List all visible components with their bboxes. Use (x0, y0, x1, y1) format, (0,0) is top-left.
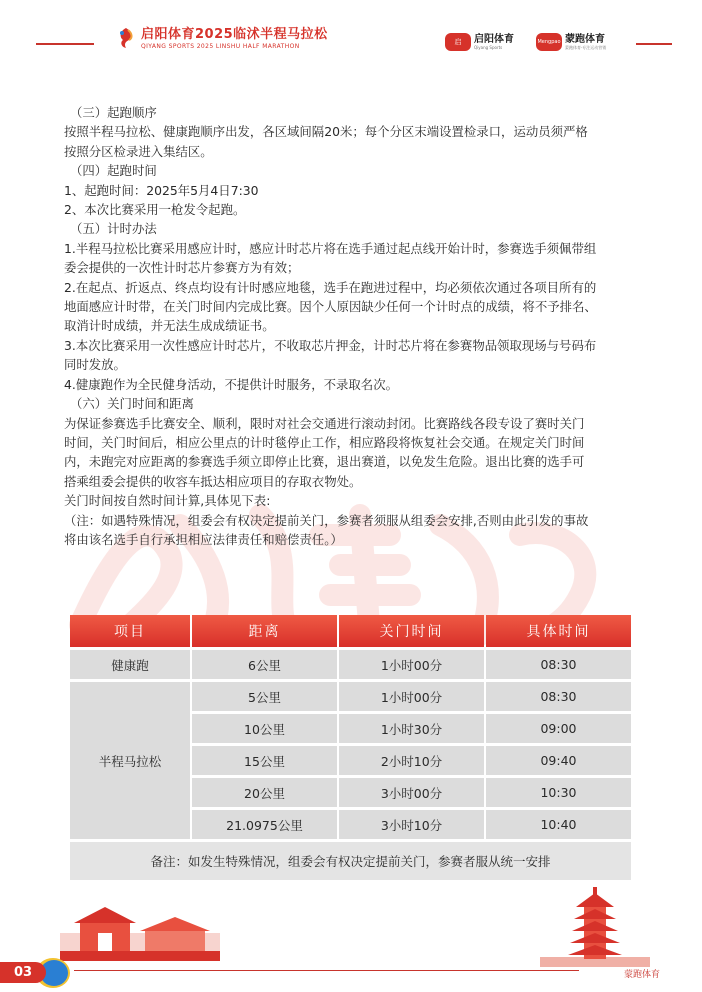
footer-divider (74, 970, 579, 971)
section-heading: （三）起跑顺序 (70, 105, 157, 120)
col-header-distance: 距离 (192, 615, 337, 647)
table-note: 备注：如发生特殊情况，组委会有权决定提前关门，参赛者服从统一安排 (70, 842, 631, 880)
event-title: 启阳体育2025临沭半程马拉松 (141, 27, 328, 42)
cutoff-cell: 1小时00分 (339, 650, 484, 679)
paragraph-line: 时间，关门时间后，相应公里点的计时毯停止工作，相应路段将恢复社会交通。在规定关门时间 (64, 434, 585, 450)
col-header-event: 项目 (70, 615, 190, 647)
cutoff-cell: 2小时10分 (339, 746, 484, 775)
paragraph-line: 4.健康跑作为全民健身活动，不提供计时服务，不录取名次。 (64, 376, 398, 392)
partner-logo-mengpao (536, 33, 606, 51)
cutoff-cell: 1小时30分 (339, 714, 484, 743)
partner-name: 蒙跑体育 (565, 33, 605, 45)
event-cell: 健康跑 (70, 650, 190, 679)
time-cell: 08:30 (486, 682, 631, 711)
time-cell: 10:40 (486, 810, 631, 839)
paragraph-line: 3.本次比赛采用一次性感应计时芯片，不收取芯片押金，计时芯片将在参赛物品领取现场与号码布 (64, 337, 597, 353)
paragraph-line: （注：如遇特殊情况，组委会有权决定提前关门，参赛者须服从组委会安排,否则由此引发的事故 (64, 512, 589, 528)
distance-cell: 15公里 (192, 746, 337, 775)
pagoda-illustration (540, 887, 650, 967)
col-header-time: 具体时间 (486, 615, 631, 647)
paragraph-line: 2.在起点、折返点、终点均设有计时感应地毯，选手在跑进过程中，均必须依次通过各项目所有的 (64, 279, 597, 295)
paragraph-line: 1.半程马拉松比赛采用感应计时，感应计时芯片将在选手通过起点线开始计时，参赛选手须佩带组 (64, 240, 597, 256)
header-divider-right (636, 43, 672, 45)
cutoff-cell: 3小时10分 (339, 810, 484, 839)
event-cell: 半程马拉松 (70, 682, 190, 839)
paragraph-line: 同时发放。 (64, 357, 126, 373)
paragraph-line: 按照分区检录进入集结区。 (64, 143, 213, 159)
paragraph-line: 委会提供的一次性计时芯片参赛方为有效； (64, 260, 300, 276)
partner-sub: Qiyang Sports (474, 44, 503, 50)
paragraph-line: 将由该名选手自行承担相应法律责任和赔偿责任。） (64, 531, 343, 547)
partner-name: 启阳体育 (474, 33, 514, 45)
cutoff-cell: 1小时00分 (339, 682, 484, 711)
section-heading: （六）关门时间和距离 (70, 396, 194, 412)
partner-logo-qiyang (445, 33, 514, 51)
time-cell: 09:00 (486, 714, 631, 743)
paragraph-line: 1、起跑时间：2025年5月4日7:30 (64, 182, 259, 198)
paragraph-line: 内，未跑完对应距离的参赛选手须立即停止比赛，退出赛道，以免发生危险。退出比赛的选手可 (64, 454, 585, 470)
paragraph-line: 关门时间按自然时间计算,具体见下表: (64, 493, 271, 509)
section-heading: （五）计时办法 (70, 221, 157, 237)
document-body (64, 103, 664, 549)
distance-cell: 21.0975公里 (192, 810, 337, 839)
distance-cell: 10公里 (192, 714, 337, 743)
time-cell: 09:40 (486, 746, 631, 775)
gate-building-illustration (60, 893, 220, 961)
paragraph-line: 为保证参赛选手比赛安全、顺利，限时对社会交通进行滚动封闭。比赛路线各段专设了赛时关门 (64, 415, 585, 431)
time-cell: 10:30 (486, 778, 631, 807)
paragraph-line: 搭乘组委会提供的收容车抵达相应项目的存取衣物处。 (64, 473, 362, 489)
paragraph-line: 取消计时成绩，并无法生成成绩证书。 (64, 318, 275, 334)
partner-badge: Mengpao (536, 33, 562, 51)
distance-cell: 5公里 (192, 682, 337, 711)
time-cell: 08:30 (486, 650, 631, 679)
table-row (70, 682, 631, 711)
distance-cell: 6公里 (192, 650, 337, 679)
cutoff-cell: 3小时00分 (339, 778, 484, 807)
event-subtitle: QIYANG SPORTS 2025 LINSHU HALF MARATHON (141, 43, 300, 50)
footer-brand: 蒙跑体育 (624, 970, 661, 980)
section-heading: （四）起跑时间 (70, 163, 157, 179)
distance-cell: 20公里 (192, 778, 337, 807)
header-divider-left (36, 43, 94, 45)
paragraph-line: 2、本次比赛采用一枪发令起跑。 (64, 202, 246, 218)
event-logo (116, 27, 328, 51)
col-header-cutoff: 关门时间 (339, 615, 484, 647)
page-number: 03 (0, 962, 46, 983)
paragraph-line: 地面感应计时带，在关门时间内完成比赛。因个人原因缺少任何一个计时点的成绩，将不予排名、 (64, 299, 597, 315)
partner-sub: 蒙跑体育·专注运动营销 (565, 44, 607, 50)
paragraph-line: 按照半程马拉松、健康跑顺序出发，各区域间隔20米；每个分区末端设置检录口，运动员须严格 (64, 124, 588, 140)
partner-badge: 启 (445, 33, 471, 51)
runner-logo-icon (116, 27, 136, 49)
cutoff-time-table (68, 612, 633, 883)
table-row (70, 650, 631, 679)
table-note-row (70, 842, 631, 880)
table-header-row (70, 615, 631, 647)
